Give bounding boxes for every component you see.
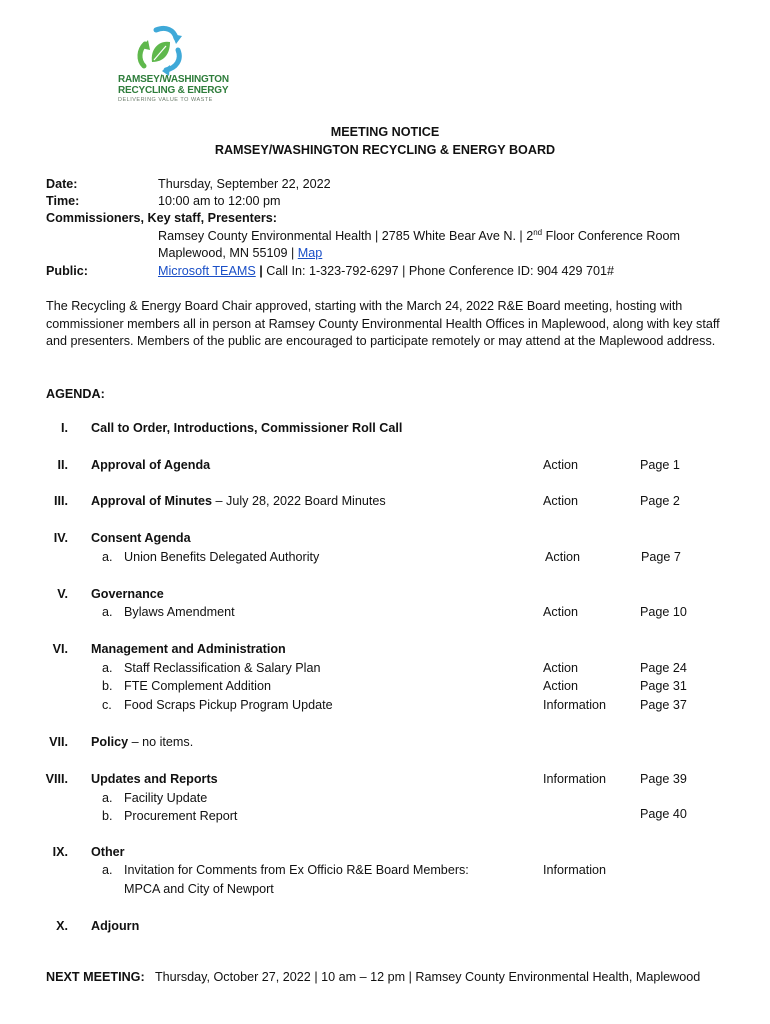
agenda-item-title: Adjourn: [91, 919, 140, 933]
agenda-page: Page 39: [640, 772, 687, 786]
agenda-number: X.: [56, 919, 68, 933]
agenda-subitem: [102, 809, 237, 823]
teams-link[interactable]: Microsoft TEAMS: [158, 264, 256, 278]
agenda-item-title: Call to Order, Introductions, Commissioner Roll Call: [91, 421, 403, 435]
agenda-subitem: [102, 605, 235, 619]
agenda-action: Information: [543, 772, 606, 786]
agenda-item: [91, 494, 386, 508]
agenda-subitem: [102, 550, 319, 564]
agenda-page: Page 24: [640, 661, 687, 675]
agenda-item-title: Updates and Reports: [91, 772, 218, 786]
subitem-letter: a.: [102, 605, 113, 619]
agenda-page: Page 40: [640, 807, 687, 821]
commissioners-label: Commissioners, Key staff, Presenters:: [46, 211, 277, 225]
location-room: Floor Conference Room: [542, 229, 681, 243]
agenda-subitem: [102, 863, 469, 877]
agenda-item-title: Approval of Minutes: [91, 494, 213, 508]
agenda-page: Page 1: [640, 458, 680, 472]
public-separator: |: [255, 264, 267, 278]
agenda-page: Page 2: [640, 494, 680, 508]
agenda-item-title: Governance: [91, 587, 164, 601]
agenda-item-title: Other: [91, 845, 125, 859]
agenda-number: I.: [61, 421, 68, 435]
subitem-text: Facility Update: [124, 791, 208, 805]
next-meeting: [46, 970, 700, 984]
subitem-text: Food Scraps Pickup Program Update: [124, 698, 333, 712]
agenda-item-title: Policy: [91, 735, 129, 749]
public-label: Public:: [46, 264, 88, 278]
agenda-number: IX.: [52, 845, 68, 859]
subitem-letter: a.: [102, 550, 113, 564]
subitem-letter: b.: [102, 809, 113, 823]
agenda-number: II.: [57, 458, 68, 472]
agenda-number: IV.: [53, 531, 68, 545]
agenda-item-title: Approval of Agenda: [91, 458, 211, 472]
logo-tagline: DELIVERING VALUE TO WASTE: [118, 97, 213, 103]
location-city: Maplewood, MN 55109 |: [158, 246, 298, 260]
agenda-number: VII.: [49, 735, 68, 749]
public-value: [158, 264, 614, 278]
time-label: Time:: [46, 194, 80, 208]
agenda-subitem: [102, 791, 207, 805]
intro-paragraph: The Recycling & Energy Board Chair approved, starting with the March 24, 2022 R&E Board meeting, hosting with commissioner members all in person at Ramsey County Environmental Health Offices in Maplewood, along with key staff and presenters. Members of the public are encouraged to participate remotely or may attend at the Maplewood address.: [46, 299, 720, 348]
agenda-action: Action: [543, 494, 579, 508]
subitem-letter: a.: [102, 791, 113, 805]
agenda-item: [91, 735, 193, 749]
date-value: Thursday, September 22, 2022: [158, 177, 331, 191]
agenda-number: III.: [54, 494, 68, 508]
subitem-text: Union Benefits Delegated Authority: [124, 550, 320, 564]
agenda-subitem: [102, 698, 333, 712]
next-meeting-value: Thursday, October 27, 2022 | 10 am – 12 pm | Ramsey County Environmental Health, Maplewood: [154, 970, 701, 984]
location-address: Ramsey County Environmental Health | 2785 White Bear Ave N. | 2: [158, 229, 534, 243]
time-value: 10:00 am to 12:00 pm: [158, 194, 281, 208]
meeting-notice-title: MEETING NOTICE: [330, 125, 440, 139]
logo-name-line1: RAMSEY/WASHINGTON: [118, 74, 229, 85]
agenda-action: Action: [545, 550, 581, 564]
agenda-item-title: Consent Agenda: [91, 531, 191, 545]
logo-name-line2: RECYCLING & ENERGY: [118, 85, 229, 96]
agenda-action: Information: [543, 698, 606, 712]
subitem-letter: c.: [102, 698, 112, 712]
agenda-page: Page 31: [640, 679, 687, 693]
agenda-item-detail: – July 28, 2022 Board Minutes: [212, 494, 386, 508]
agenda-item-title: Management and Administration: [91, 642, 286, 656]
subitem-letter: a.: [102, 661, 113, 675]
agenda-action: Action: [543, 605, 579, 619]
agenda-page: Page 10: [640, 605, 687, 619]
logo-name: [118, 74, 229, 96]
agenda-action: Action: [543, 661, 579, 675]
subitem-text-continued: MPCA and City of Newport: [124, 882, 274, 896]
location-line2: [158, 246, 322, 260]
agenda-subitem: [102, 679, 271, 693]
agenda-page: Page 7: [641, 550, 681, 564]
agenda-number: VI.: [52, 642, 68, 656]
subitem-text: Staff Reclassification & Salary Plan: [124, 661, 321, 675]
subitem-letter: a.: [102, 863, 113, 877]
map-link[interactable]: Map: [297, 246, 323, 260]
subitem-text: FTE Complement Addition: [124, 679, 271, 693]
subitem-text: Procurement Report: [124, 809, 238, 823]
subitem-letter: b.: [102, 679, 113, 693]
agenda-number: VIII.: [45, 772, 68, 786]
agenda-heading: AGENDA:: [46, 387, 105, 401]
agenda-subitem: [102, 661, 320, 675]
next-meeting-label: NEXT MEETING:: [46, 970, 145, 984]
subitem-text: Invitation for Comments from Ex Officio R&E Board Members:: [124, 863, 469, 877]
subitem-text: Bylaws Amendment: [124, 605, 235, 619]
agenda-action: Action: [543, 679, 579, 693]
agenda-page: Page 37: [640, 698, 687, 712]
agenda-item-detail: – no items.: [128, 735, 194, 749]
agenda-action: Action: [543, 458, 579, 472]
floor-ordinal: nd: [533, 227, 543, 237]
agenda-action: Information: [543, 863, 606, 877]
agenda-number: V.: [57, 587, 68, 601]
location-line1: [158, 229, 680, 243]
date-label: Date:: [46, 177, 78, 191]
board-title: RAMSEY/WASHINGTON RECYCLING & ENERGY BOARD: [214, 143, 556, 157]
call-in-info: Call In: 1-323-792-6297 | Phone Conference ID: 904 429 701#: [266, 264, 615, 278]
